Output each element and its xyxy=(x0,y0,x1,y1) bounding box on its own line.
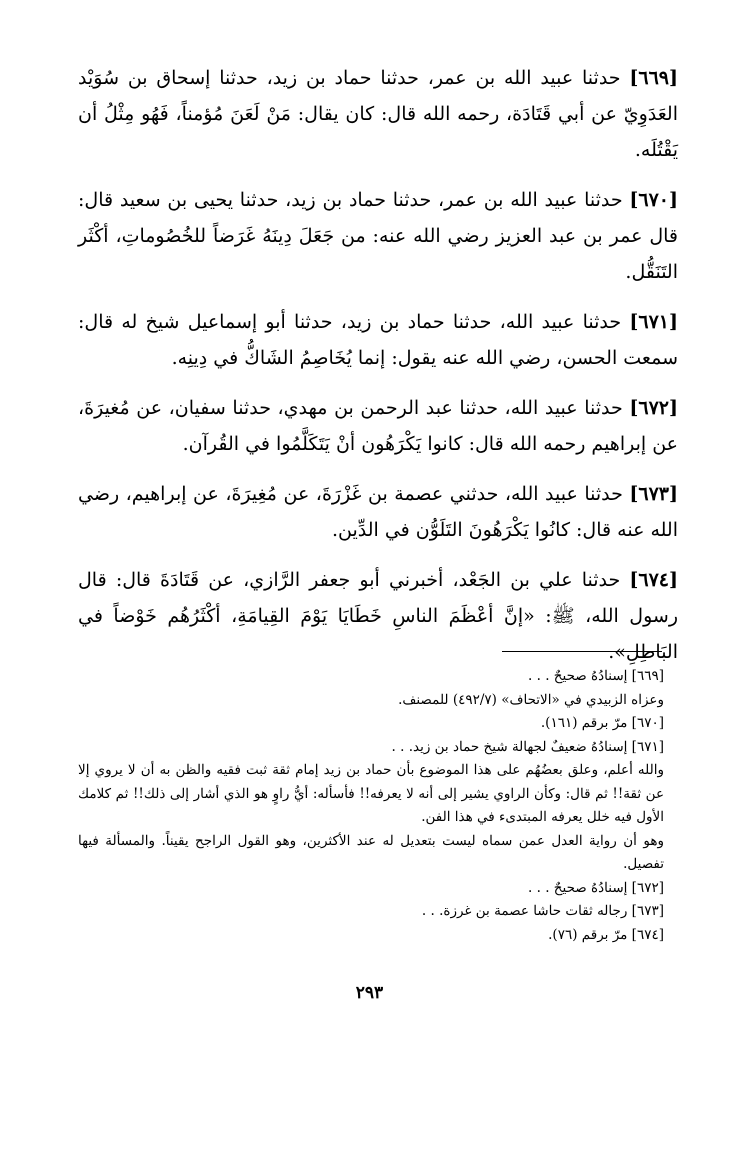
footnote: وعزاه الزبيدي في «الاتحاف» (٤٩٢/٧) للمصنف. xyxy=(398,691,664,708)
hadith-text: حدثنا عبيد الله بن عمر، حدثنا حماد بن زيد، حدثنا يحيى بن سعيد قال: قال عمر بن عبد العزيز رضي الله عنه: من جَعَلَ دِينَهُ غَرَضاً للخُصُوماتِ، أكْثَر التَنَقُّل. xyxy=(78,189,678,283)
hadith-text: حدثنا عبيد الله، حدثني عصمة بن غَزْرَةَ، عن مُغِيرَةَ، عن إبراهيم، رضي الله عنه قال: كانُوا يَكْرَهُونَ التَلَوُّن في الدِّين. xyxy=(78,483,678,541)
footnotes xyxy=(78,665,678,947)
footnote: والله أعلم، وعلق بعضُهُم على هذا الموضوع بأن حماد بن زيد إمام ثقة ثبت فقيه والظن به أن لا يروي إلا عن ثقة!! ثم قال: وكأن الراوي يشير إلى أنه لا يعرفه!! فأسأله: أيُّ راوٍ هو الذي أشار إلى ذلك!! ثم كلامك الأول فيه خلل يعرفه المبتدىء في هذا الفن. xyxy=(78,762,664,825)
hadith-number: [٦٧٠] xyxy=(629,189,679,211)
hadith-text: حدثنا عبيد الله، حدثنا حماد بن زيد، حدثنا أبو إسماعيل شيخ له قال: سمعت الحسن، رضي الله عنه يقول: إنما يُخَاصِمُ الشَاكُّ في دِينِه. xyxy=(78,311,678,369)
hadith-number: [٦٧١] xyxy=(629,311,678,333)
hadith-text: حدثنا عبيد الله، حدثنا عبد الرحمن بن مهدي، حدثنا سفيان، عن مُغيرَةَ، عن إبراهيم رحمه الله قال: كانوا يَكْرَهُون أنْ يَتَكَلَّمُوا في القُرآن. xyxy=(78,397,678,455)
hadith-number: [٦٧٤] xyxy=(629,569,678,591)
hadith-paragraph xyxy=(78,304,678,376)
footnote: [٦٧٠] مرّ برقم (١٦١). xyxy=(540,715,664,731)
footnote: [٦٦٩] إسنادُهُ صحيحٌ . . . xyxy=(528,668,664,684)
footnote: وهو أن رواية العدل عمن سماه ليست بتعديل له عند الأكثرين، وهو القول الراجح يقيناً. والمسألة فيها تفصيل. xyxy=(78,832,664,872)
hadith-text: حدثنا عبيد الله بن عمر، حدثنا حماد بن زيد، حدثنا إسحاق بن سُوَيْد العَدَوِيّ عن أبي قَتَادَة، رحمه الله قال: كان يقال: مَنْ لَعَنَ مُؤمناً، فَهُو مِثْلُ أن يَقْتُلَه. xyxy=(78,67,678,161)
hadith-paragraph xyxy=(78,182,678,290)
page-number: ٢٩٣ xyxy=(355,983,384,1003)
footnote: [٦٧٢] إسنادُهُ صحيحٌ . . . xyxy=(528,879,664,896)
footnote: [٦٧٤] مرّ برقم (٧٦). xyxy=(548,926,664,943)
hadith-text: حدثنا علي بن الجَعْد، أخبرني أبو جعفر الرَّازي، عن قَتَادَةَ قال: قال رسول الله، ﷺ: «إنَّ أعْظَمَ الناسِ خَطَايَا يَوْمَ القِيامَةِ، أكْثَرُهُم خَوْضاً في البَاطِلِ». xyxy=(78,569,678,663)
hadith-paragraph xyxy=(78,390,678,462)
hadith-number: [٦٧٣] xyxy=(629,483,678,505)
footnote: [٦٧٣] رجاله ثقات حاشا عصمة بن غرزة. . . xyxy=(421,903,664,919)
footnote-separator xyxy=(502,651,662,652)
hadith-paragraph xyxy=(78,562,678,670)
footnote: [٦٧١] إسنادُهُ ضعيفٌ لجهالة شيخ حماد بن زيد. . . xyxy=(391,738,664,755)
hadith-paragraph xyxy=(78,476,678,548)
hadith-paragraph xyxy=(78,60,678,168)
hadith-number: [٦٦٩] xyxy=(629,67,678,89)
hadith-number: [٦٧٢] xyxy=(629,397,678,419)
main-text xyxy=(78,60,678,684)
